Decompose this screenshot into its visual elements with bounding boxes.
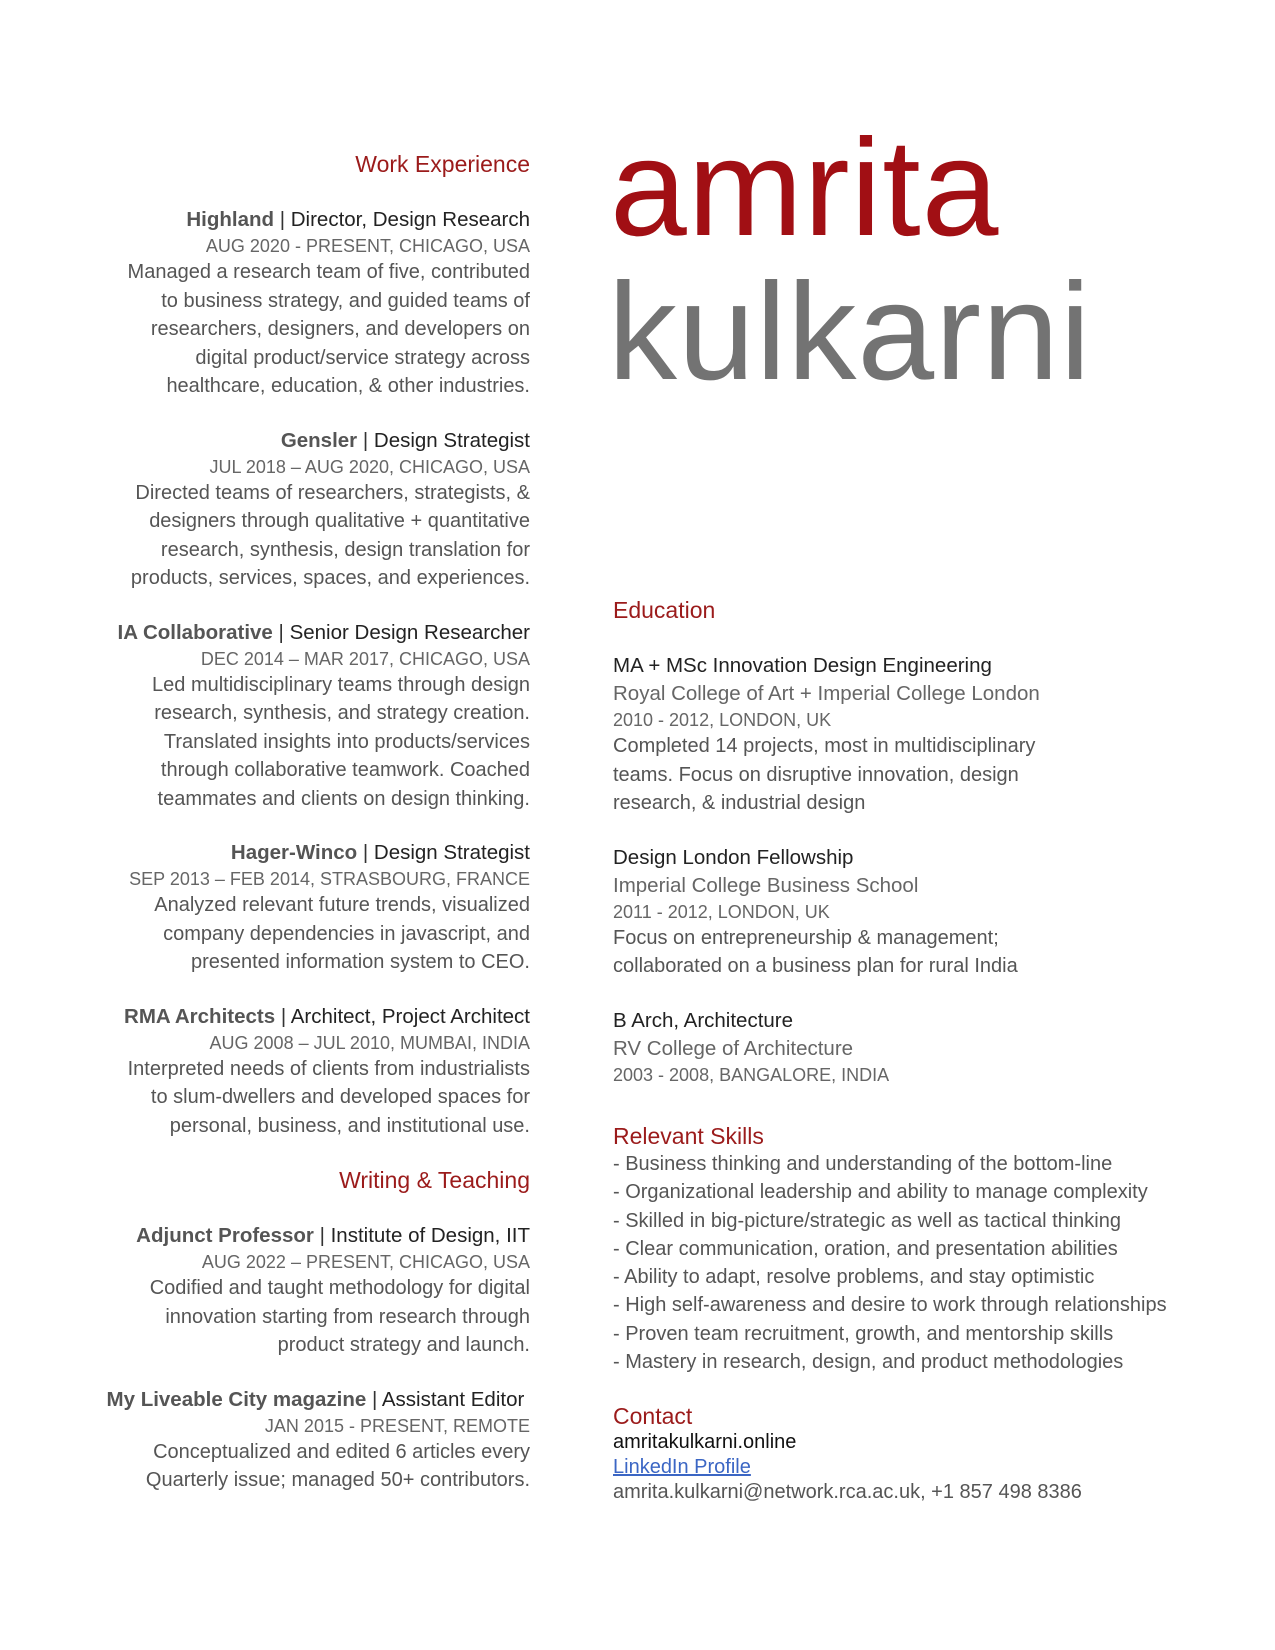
job-dates: AUG 2020 - PRESENT, CHICAGO, USA bbox=[205, 236, 530, 256]
skill-item: - Organizational leadership and ability to manage complexity bbox=[613, 1181, 1148, 1204]
job-role: Architect, Project Architect bbox=[290, 1004, 530, 1028]
job-dates: JUL 2018 – AUG 2020, CHICAGO, USA bbox=[209, 456, 530, 477]
edu-dates: 2003 - 2008, BANGALORE, INDIA bbox=[613, 1064, 890, 1085]
contact-section bbox=[613, 1402, 1213, 1505]
job-company: Gensler bbox=[280, 428, 358, 452]
edu-school: Imperial College Business School bbox=[613, 873, 919, 897]
job-separator: | bbox=[313, 1224, 331, 1247]
job-entry-rma-architects bbox=[80, 1003, 530, 1141]
skill-item: - Business thinking and understanding of the bottom-line bbox=[613, 1153, 1113, 1175]
name-first: amrita bbox=[610, 111, 1000, 265]
contact-website[interactable]: amritakulkarni.online bbox=[613, 1431, 797, 1453]
job-dates: AUG 2008 – JUL 2010, MUMBAI, INDIA bbox=[209, 1032, 530, 1053]
work-experience-heading: Work Experience bbox=[355, 151, 530, 177]
job-separator: | bbox=[357, 841, 374, 864]
job-title-line bbox=[80, 619, 530, 647]
job-company: My Liveable City magazine bbox=[106, 1387, 367, 1411]
job-entry-hager-winco bbox=[80, 839, 530, 977]
edu-degree: MA + MSc Innovation Design Engineering bbox=[613, 654, 992, 677]
education-entry-rv-college bbox=[613, 1007, 1213, 1087]
job-title-line bbox=[80, 839, 530, 867]
education-heading: Education bbox=[613, 597, 716, 623]
skills-heading: Relevant Skills bbox=[613, 1123, 764, 1149]
skills-section bbox=[613, 1122, 1213, 1376]
writing-teaching-heading: Writing & Teaching bbox=[339, 1167, 530, 1193]
edu-description: Completed 14 projects, most in multidisciplinary teams. Focus on disruptive innovation, design research, & industrial design bbox=[613, 735, 1036, 814]
job-company: RMA Architects bbox=[124, 1004, 276, 1028]
job-role: Director, Design Research bbox=[290, 208, 530, 231]
job-entry-gensler bbox=[80, 427, 530, 593]
skill-item: - Proven team recruitment, growth, and mentorship skills bbox=[613, 1322, 1114, 1345]
job-company: Highland bbox=[186, 208, 275, 231]
edu-degree: B Arch, Architecture bbox=[613, 1008, 794, 1032]
education-section bbox=[613, 596, 1213, 1087]
job-description: Analyzed relevant future trends, visualized company dependencies in javascript, and presented information system to CEO. bbox=[154, 894, 530, 973]
job-description: Codified and taught methodology for digital innovation starting from research through product strategy and launch. bbox=[149, 1277, 530, 1356]
skill-item: - Mastery in research, design, and product methodologies bbox=[613, 1351, 1124, 1374]
education-entry-rca bbox=[613, 652, 1213, 818]
skill-item: - High self-awareness and desire to work through relationships bbox=[613, 1294, 1167, 1317]
name-last: kulkarni bbox=[608, 255, 1092, 409]
job-entry-highland bbox=[80, 206, 530, 401]
contact-email-phone[interactable]: amrita.kulkarni@network.rca.ac.uk, +1 857 498 8386 bbox=[613, 1481, 1082, 1503]
contact-heading: Contact bbox=[613, 1403, 693, 1429]
job-description: Interpreted needs of clients from industrialists to slum-dwellers and developed spaces for personal, business, and institutional use. bbox=[127, 1057, 530, 1137]
edu-description: Focus on entrepreneurship & management; collaborated on a business plan for rural India bbox=[613, 926, 1018, 977]
skill-item: - Clear communication, oration, and presentation abilities bbox=[613, 1237, 1118, 1260]
edu-degree: Design London Fellowship bbox=[613, 845, 854, 869]
job-role: Design Strategist bbox=[373, 841, 530, 864]
education-entry-design-london bbox=[613, 844, 1213, 981]
edu-dates: 2010 - 2012, LONDON, UK bbox=[613, 710, 832, 730]
edu-school: Royal College of Art + Imperial College London bbox=[613, 682, 1040, 705]
job-description: Led multidisciplinary teams through design research, synthesis, and strategy creation. Translated insights into products/services through collaborative teamwork. Coached teammates and clients on design thinking. bbox=[152, 673, 530, 810]
edu-school: RV College of Architecture bbox=[613, 1036, 854, 1060]
job-title-line bbox=[80, 1386, 530, 1414]
job-role: Assistant Editor bbox=[381, 1387, 525, 1411]
job-dates: JAN 2015 - PRESENT, REMOTE bbox=[264, 1415, 530, 1436]
linkedin-profile-link[interactable]: LinkedIn Profile bbox=[613, 1456, 751, 1478]
job-description: Directed teams of researchers, strategists, & designers through qualitative + quantitative research, synthesis, design translation for products, services, spaces, and experiences. bbox=[130, 481, 530, 589]
job-separator: | bbox=[272, 620, 290, 644]
job-separator: | bbox=[357, 428, 374, 452]
job-dates: DEC 2014 – MAR 2017, CHICAGO, USA bbox=[200, 648, 530, 669]
contact-linkedin-row bbox=[613, 1455, 1213, 1480]
job-entry-my-liveable-city bbox=[80, 1386, 530, 1495]
job-title-line bbox=[80, 206, 530, 234]
skills-list bbox=[613, 1150, 1213, 1376]
job-title-line bbox=[80, 1222, 530, 1250]
job-title-line bbox=[80, 1003, 530, 1031]
job-separator: | bbox=[274, 208, 291, 231]
job-role: Senior Design Researcher bbox=[289, 620, 530, 644]
job-title-line bbox=[80, 427, 530, 455]
job-entry-adjunct-professor bbox=[80, 1222, 530, 1360]
job-company: Hager-Winco bbox=[230, 841, 358, 864]
job-dates: SEP 2013 – FEB 2014, STRASBOURG, FRANCE bbox=[129, 869, 530, 889]
edu-dates: 2011 - 2012, LONDON, UK bbox=[613, 901, 830, 922]
skill-item: - Skilled in big-picture/strategic as well as tactical thinking bbox=[613, 1209, 1121, 1232]
left-column bbox=[80, 150, 530, 1495]
job-dates: AUG 2022 – PRESENT, CHICAGO, USA bbox=[201, 1252, 530, 1272]
job-role: Design Strategist bbox=[373, 428, 530, 452]
job-company: IA Collaborative bbox=[117, 620, 273, 644]
job-separator: | bbox=[366, 1387, 382, 1411]
job-entry-ia-collaborative bbox=[80, 619, 530, 814]
skill-item: - Ability to adapt, resolve problems, and stay optimistic bbox=[613, 1266, 1095, 1289]
job-description: Conceptualized and edited 6 articles every Quarterly issue; managed 50+ contributors. bbox=[145, 1440, 530, 1491]
job-description: Managed a research team of five, contributed to business strategy, and guided teams of researchers, designers, and developers on digital product/service strategy across healthcare, education, & other industries. bbox=[127, 261, 530, 397]
job-separator: | bbox=[275, 1004, 291, 1028]
job-company: Adjunct Professor bbox=[136, 1224, 314, 1247]
job-role: Institute of Design, IIT bbox=[330, 1224, 530, 1247]
